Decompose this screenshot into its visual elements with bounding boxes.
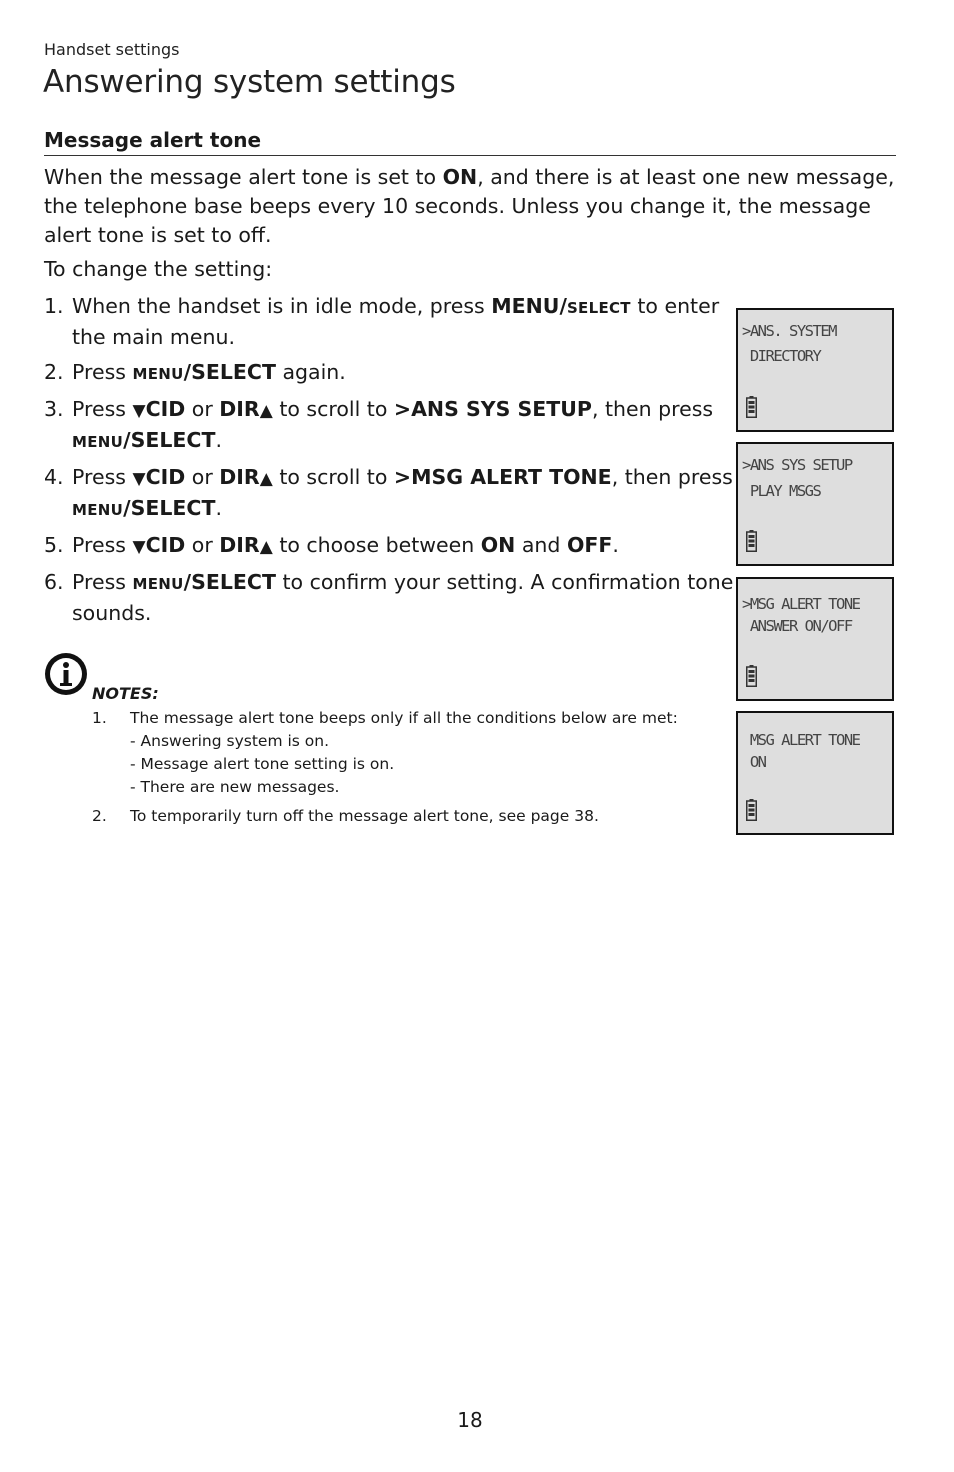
step-number: 2. <box>44 360 64 384</box>
step-6 <box>44 568 734 628</box>
lcd-screen-4 <box>736 711 894 835</box>
page-title: Answering system settings <box>43 64 456 100</box>
menu-key: MENU <box>72 501 124 519</box>
menu-key: MENU/ <box>491 294 567 318</box>
lcd-screen-2 <box>736 442 894 566</box>
note-number: 2. <box>92 807 107 825</box>
step-number: 1. <box>44 294 64 318</box>
step-1 <box>44 292 734 352</box>
cid-key: CID <box>145 397 186 421</box>
note-text: To temporarily turn off the message alert tone, see page 38. <box>130 807 599 825</box>
step-text: Press <box>72 465 133 489</box>
off-option: OFF <box>566 533 613 557</box>
step-text: . <box>215 496 222 520</box>
down-arrow-icon: ▼ <box>132 469 146 489</box>
cid-key: CID <box>145 533 186 557</box>
select-key: /SELECT <box>123 496 216 520</box>
dir-key: DIR <box>219 533 260 557</box>
up-arrow-icon: ▲ <box>259 469 273 489</box>
intro-text: When the message alert tone is set to <box>44 165 443 189</box>
lcd-line: MSG ALERT TONE <box>742 731 860 749</box>
menu-key: MENU <box>132 575 184 593</box>
step-text: , then press <box>611 465 733 489</box>
intro-text-rest: , and there is at least one new message, the telephone base beeps every 10 seconds. Unless you change it, the message alert tone is set to off. <box>44 165 895 247</box>
step-text: Press <box>72 360 133 384</box>
lcd-line: ON <box>742 753 766 771</box>
select-key: SELECT <box>566 299 631 317</box>
steps-list <box>44 292 734 634</box>
battery-icon <box>746 799 757 821</box>
notes-label: NOTES: <box>92 684 159 703</box>
select-key: /SELECT <box>123 428 216 452</box>
step-text: When the handset is in idle mode, press <box>72 294 492 318</box>
menu-target: >MSG ALERT TONE <box>393 465 612 489</box>
lcd-line: >ANS. SYSTEM <box>742 322 836 340</box>
intro-on: ON <box>442 165 478 189</box>
down-arrow-icon: ▼ <box>132 537 146 557</box>
step-text: , then press <box>591 397 714 421</box>
lcd-line: >ANS SYS SETUP <box>742 456 852 474</box>
battery-icon <box>746 396 757 418</box>
note-2 <box>92 805 728 828</box>
battery-icon <box>746 530 757 552</box>
step-text: and <box>515 533 567 557</box>
lcd-line: DIRECTORY <box>742 347 821 365</box>
dir-key: DIR <box>219 465 260 489</box>
step-number: 4. <box>44 465 64 489</box>
note-condition: - Message alert tone setting is on. <box>130 755 395 773</box>
intro-paragraph <box>44 163 896 250</box>
note-1 <box>92 707 728 799</box>
down-arrow-icon: ▼ <box>132 401 146 421</box>
step-text: or <box>185 533 220 557</box>
lcd-line: ANSWER ON/OFF <box>742 617 852 635</box>
battery-icon <box>746 665 757 687</box>
lcd-line: PLAY MSGS <box>742 482 821 500</box>
lcd-screen-3 <box>736 577 894 701</box>
menu-target: >ANS SYS SETUP <box>393 397 592 421</box>
step-text: again. <box>275 360 346 384</box>
step-number: 6. <box>44 570 64 594</box>
step-text: Press <box>72 533 133 557</box>
select-key: /SELECT <box>183 360 276 384</box>
note-condition: - Answering system is on. <box>130 732 330 750</box>
dir-key: DIR <box>219 397 260 421</box>
note-condition: - There are new messages. <box>130 778 340 796</box>
step-text: . <box>612 533 619 557</box>
lcd-line: >MSG ALERT TONE <box>742 595 860 613</box>
step-number: 5. <box>44 533 64 557</box>
step-5 <box>44 531 734 562</box>
step-text: Press <box>72 397 133 421</box>
step-text: to scroll to <box>272 397 394 421</box>
breadcrumb: Handset settings <box>44 40 180 59</box>
menu-key: MENU <box>72 433 124 451</box>
up-arrow-icon: ▲ <box>259 537 273 557</box>
step-text: . <box>215 428 222 452</box>
select-key: /SELECT <box>183 570 276 594</box>
menu-key: MENU <box>132 365 184 383</box>
lcd-screen-1 <box>736 308 894 432</box>
info-icon <box>44 652 88 696</box>
cid-key: CID <box>145 465 186 489</box>
lead-text: To change the setting: <box>44 257 273 281</box>
step-3 <box>44 395 734 457</box>
step-number: 3. <box>44 397 64 421</box>
step-text: to choose between <box>272 533 481 557</box>
step-text: or <box>185 465 220 489</box>
step-text: or <box>185 397 220 421</box>
note-text: The message alert tone beeps only if all the conditions below are met: <box>130 709 678 727</box>
page-number: 18 <box>457 1408 483 1432</box>
section-heading: Message alert tone <box>44 128 896 156</box>
step-2 <box>44 358 734 389</box>
step-text: Press <box>72 570 133 594</box>
step-4 <box>44 463 734 525</box>
step-text: to enter the main menu. <box>72 294 720 349</box>
up-arrow-icon: ▲ <box>259 401 273 421</box>
notes-list <box>92 707 728 834</box>
on-option: ON <box>480 533 516 557</box>
step-text: to scroll to <box>272 465 394 489</box>
note-number: 1. <box>92 709 107 727</box>
step-text: to confirm your setting. A confirmation tone sounds. <box>72 570 734 625</box>
